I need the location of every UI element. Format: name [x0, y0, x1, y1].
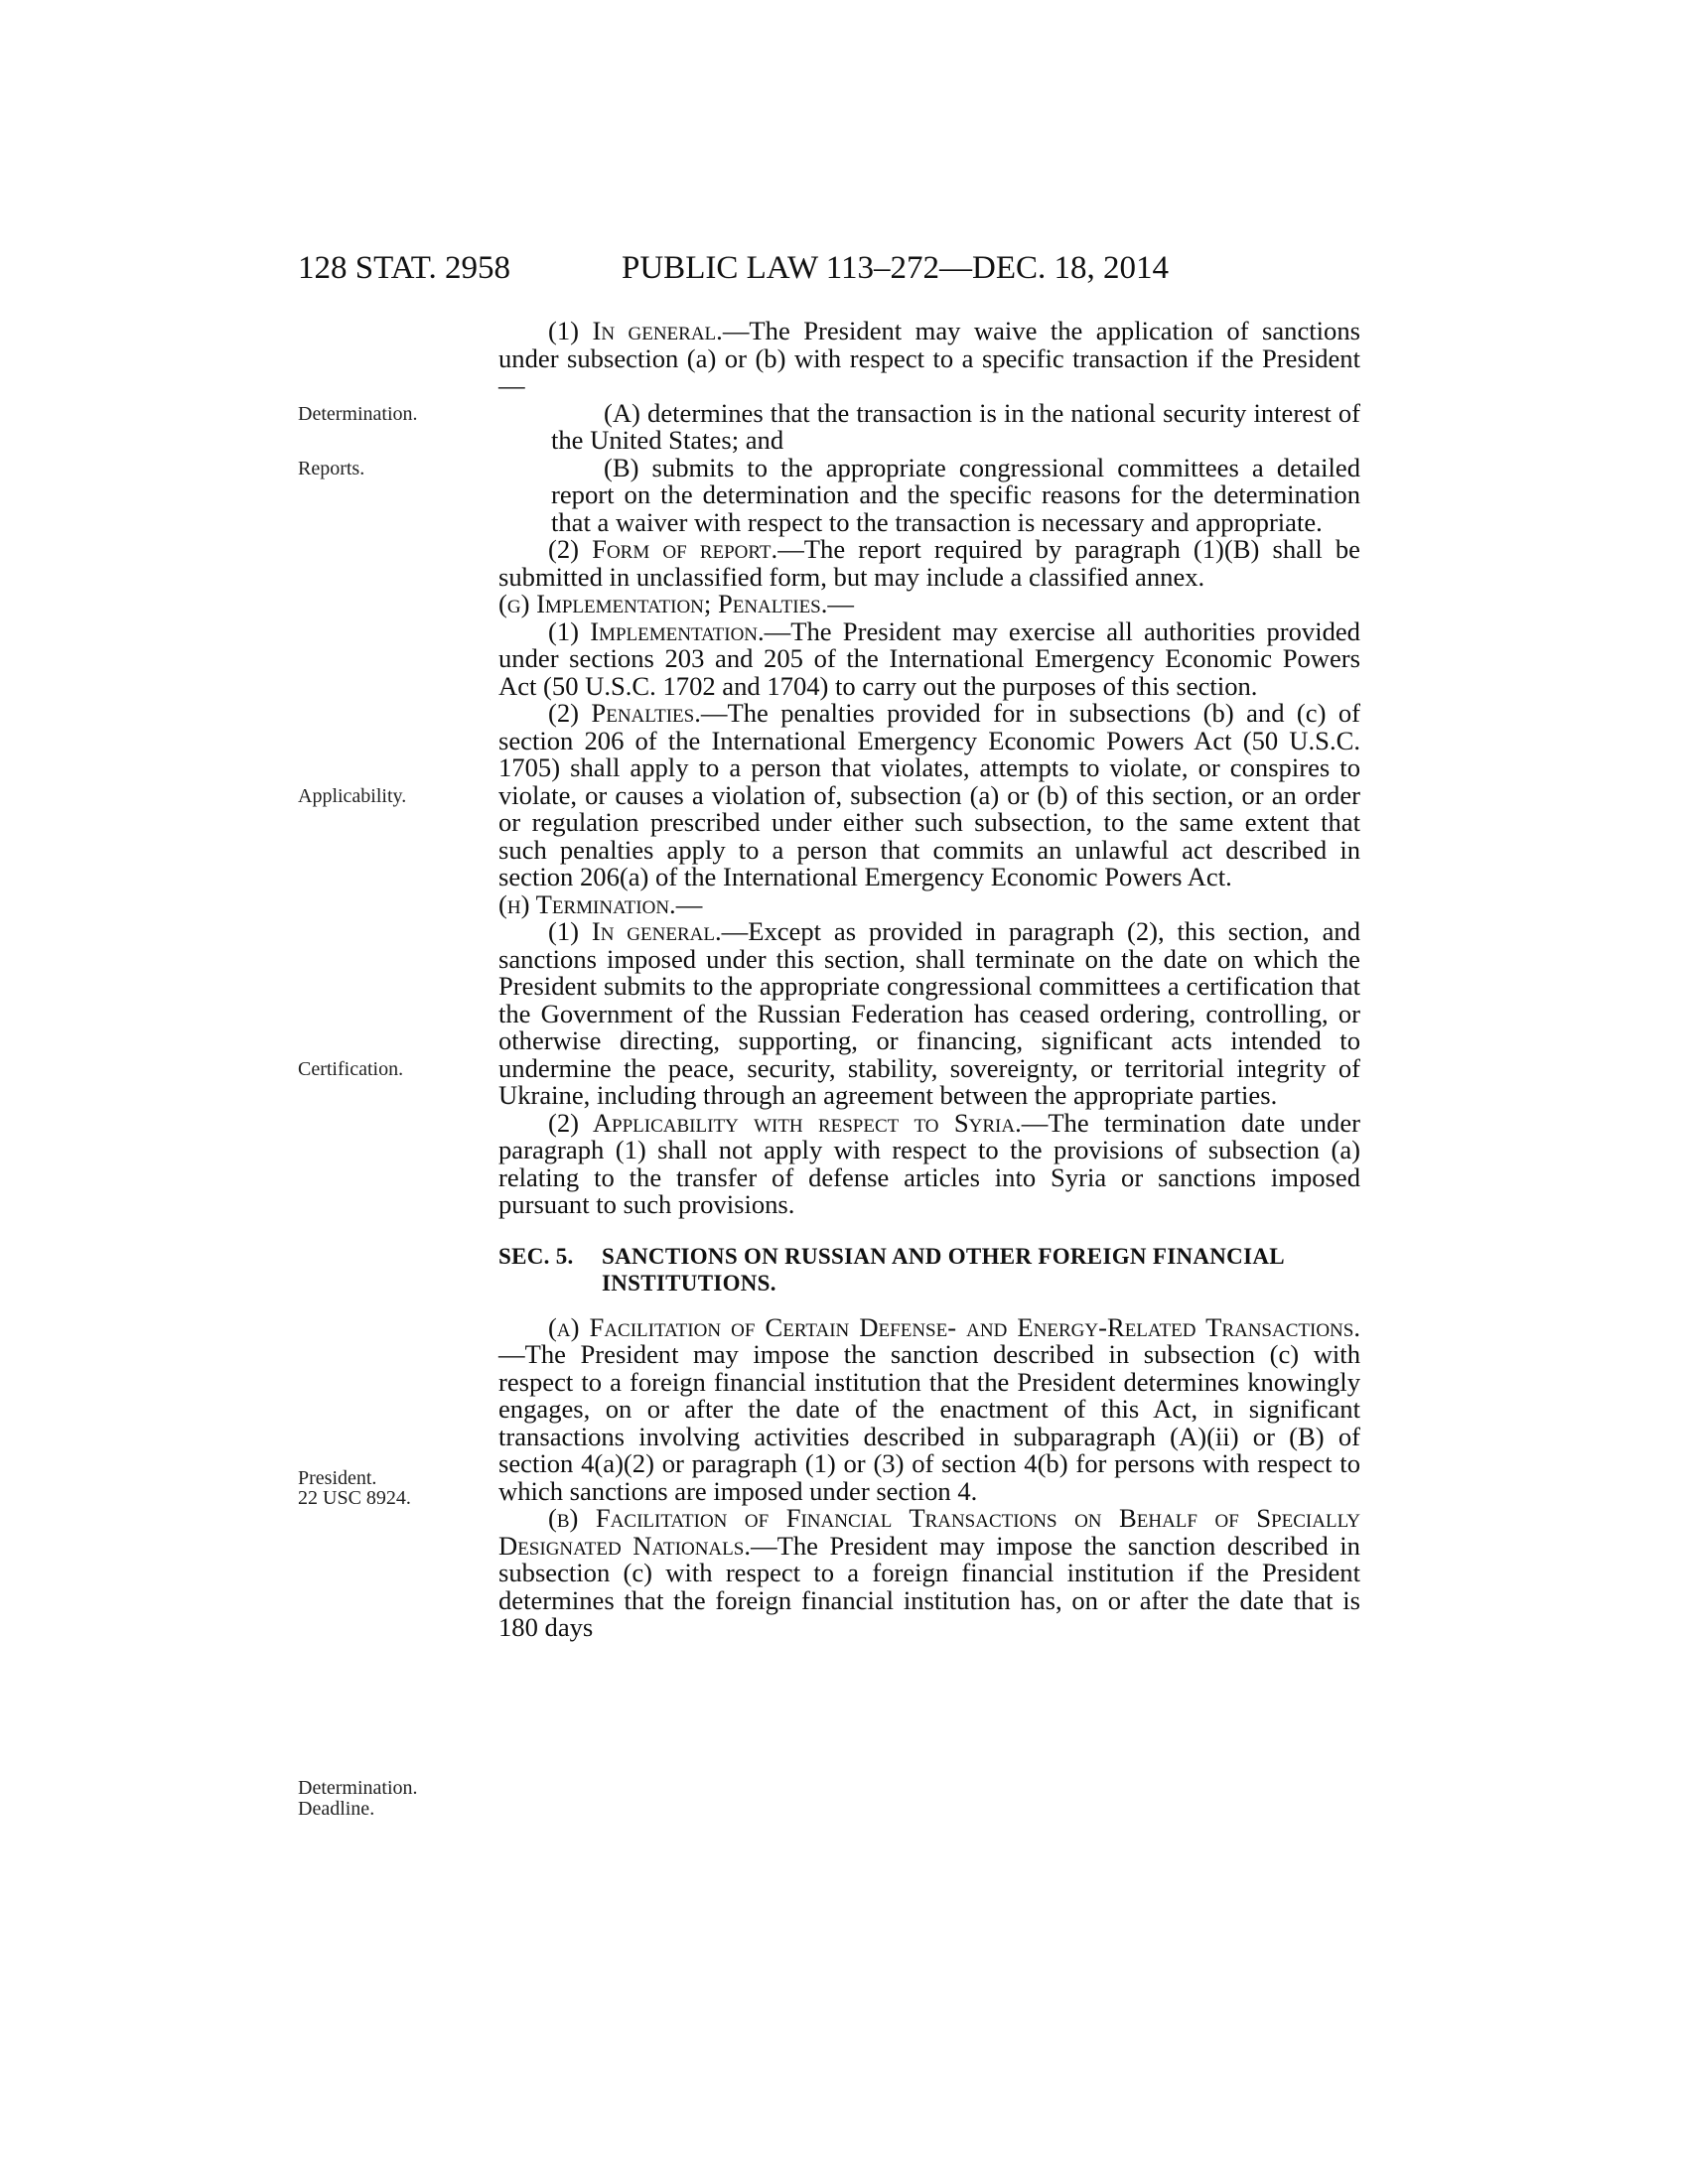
heading-applicability-syria: (2) Applicability with respect to Syria.: [548, 1107, 1022, 1138]
margin-note-usc: 22 USC 8924.: [298, 1487, 411, 1509]
subsection-a: [498, 1311, 1360, 1506]
heading-in-general: (1) In general.: [548, 916, 722, 946]
text: —The report required by paragraph (1)(B) shall be submitted in unclassified form, but may include a classified annex.: [498, 534, 1360, 592]
heading-implementation-penalties: (g) Implementation; Penalties.: [498, 589, 828, 618]
text: —The termination date under paragraph (1) shall not apply with respect to the provisions of subsection (a) relating to the transfer of defense articles into Syria or sanctions imposed pursuant to such provisions.: [498, 1107, 1360, 1219]
section-title: SANCTIONS ON RUSSIAN AND OTHER FOREIGN FINANCIAL INSTITUTIONS.: [602, 1243, 1284, 1296]
text: —The President may waive the application of sanctions under subsection (a) or (b) with respect to a specific transaction if the President—: [498, 316, 1360, 400]
margin-note-determination-2: Determination.: [298, 1777, 418, 1799]
subsection-b: [498, 1505, 1360, 1642]
heading-implementation: (1) Implementation.: [548, 615, 765, 646]
margin-note-president: President.: [298, 1467, 377, 1489]
margin-note-deadline: Deadline.: [298, 1798, 375, 1820]
margin-note-determination: Determination.: [298, 403, 418, 425]
subparagraph-f1b: (B) submits to the appropriate congressional committees a detailed report on the determination and the specific reasons for the determination that a waiver with respect to the transaction is necessary and appropriate.: [551, 452, 1360, 537]
statute-body: [498, 318, 1360, 1642]
subsection-g-heading: [498, 591, 1360, 618]
margin-note-applicability: Applicability.: [298, 785, 407, 807]
margin-note-reports: Reports.: [298, 458, 365, 479]
text: —The President may impose the sanction described in subsection (c) with respect to a foreign financial institution if the President determines that the foreign financial institution has, on or after the date that is 180 days: [498, 1530, 1360, 1642]
text: —The penalties provided for in subsections (b) and (c) of section 206 of the International Emergency Economic Powers Act (50 U.S.C. 1705) shall apply to a person that violates, attempts to violate, or conspires to violate, or causes a violation of, subsection (a) or (b) of this section, or an order or regulation prescribed under either such subsection, to the same extent that such penalties apply to a person that commits an unlawful act described in section 206(a) of the International Emergency Economic Powers Act.: [498, 698, 1360, 891]
text: —Except as provided in paragraph (2), this section, and sanctions imposed under this section, shall terminate on the date on which the President submits to the appropriate congressional committees a certification that the Government of the Russian Federation has ceased ordering, controlling, or otherwise directing, supporting, or financing, significant acts intended to undermine the peace, security, stability, sovereignty, or territorial integrity of Ukraine, including through an agreement between the appropriate parties.: [498, 916, 1361, 1110]
section-5-heading: [498, 1243, 1360, 1297]
paragraph-g2: [498, 700, 1360, 891]
heading-facilitation-defense-energy: (a) Facilitation of Certain Defense- and Energy-Related Transactions.: [548, 1311, 1360, 1342]
paragraph-g1: [498, 615, 1360, 701]
paragraph-h2: [498, 1107, 1360, 1219]
dash: —: [675, 888, 703, 919]
dash: —: [827, 589, 854, 618]
heading-form-of-report: (2) Form of report.: [548, 534, 778, 564]
running-head: PUBLIC LAW 113–272—DEC. 18, 2014: [622, 250, 1170, 286]
subsection-h-heading: [498, 888, 1360, 919]
heading-in-general: (1) In general.: [548, 316, 723, 345]
heading-termination: (h) Termination.: [498, 888, 676, 919]
statute-citation: 128 STAT. 2958: [298, 250, 511, 286]
subparagraph-f1a: (A) determines that the transaction is in the national security interest of the United States; and: [551, 397, 1360, 455]
paragraph-f2: [498, 536, 1360, 591]
paragraph-h1: [498, 918, 1360, 1110]
paragraph-f1: [498, 318, 1360, 400]
text: —The President may exercise all authorities provided under sections 203 and 205 of the International Emergency Economic Powers Act (50 U.S.C. 1702 and 1704) to carry out the purposes of this section.: [498, 615, 1360, 701]
section-number: SEC. 5.: [498, 1243, 574, 1269]
heading-facilitation-financial: (b) Facilitation of Financial Transactions on Behalf of Specially Designated Nationals.: [498, 1503, 1360, 1561]
margin-note-certification: Certification.: [298, 1058, 404, 1080]
text: —The President may impose the sanction described in subsection (c) with respect to a foreign financial institution that the President determines knowingly engages, on or after the date of the enactment of this Act, in significant transactions involving activities described in subparagraph (A)(ii) or (B) of section 4(a)(2) or paragraph (1) or (3) of section 4(b) for persons with respect to which sanctions are imposed under section 4.: [498, 1339, 1360, 1506]
heading-penalties: (2) Penalties.: [548, 698, 701, 728]
